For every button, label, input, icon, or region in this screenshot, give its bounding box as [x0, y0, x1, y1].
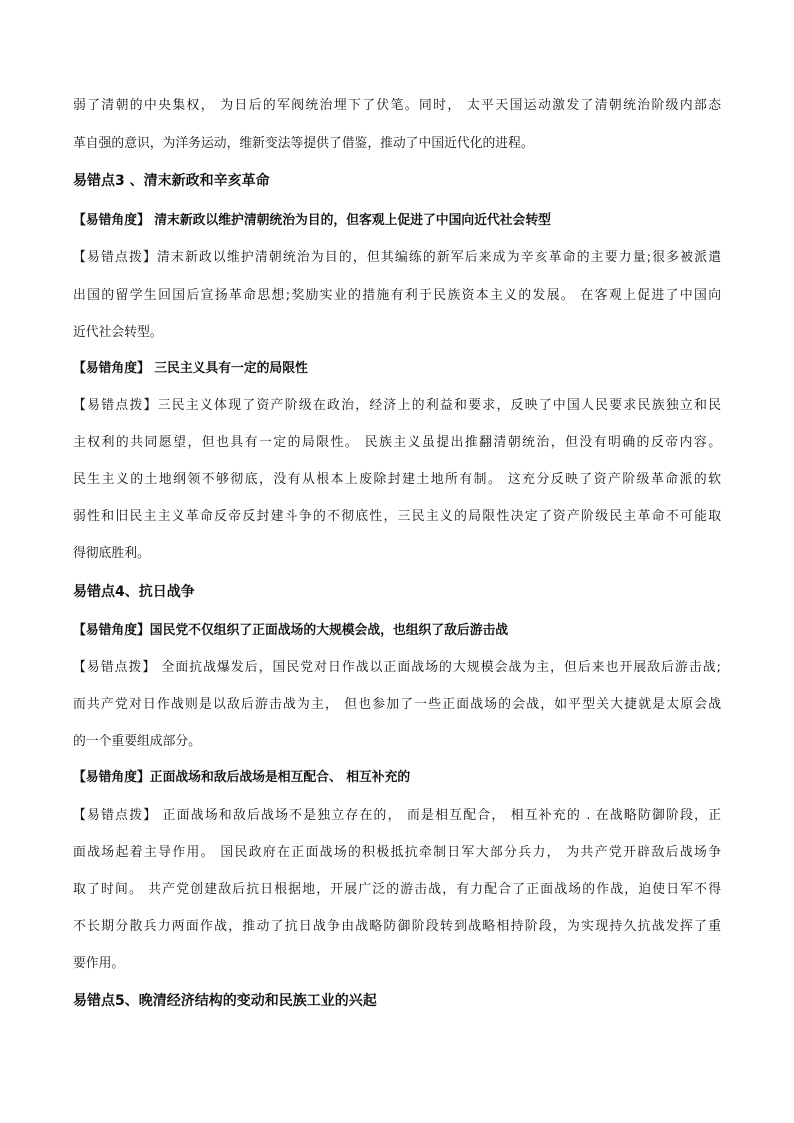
paragraph-line: 【易错点拨】 全面抗战爆发后，国民党对日作战以正面战场的大规模会战为主，但后来也开展敌后游击战; [73, 660, 721, 675]
section-heading: 易错点3 、清末新政和辛亥革命 [73, 173, 270, 189]
error-angle-line: 【易错角度】 清末新政以维护清朝统治为目的，但客观上促进了中国向近代社会转型 [73, 213, 551, 228]
paragraph-line: 革自强的意识，为洋务运动，维新变法等提供了借鉴，推动了中国近代化的进程。 [73, 136, 534, 151]
section-heading: 易错点5、晚清经济结构的变动和民族工业的兴起 [73, 993, 377, 1009]
paragraph-line: 【易错点拨】 正面战场和敌后战场不是独立存在的， 而是相互配合， 相互补充的 . 在战略防御阶段，正 [73, 808, 721, 823]
paragraph-line: 面战场起着主导作用。 国民政府在正面战场的积极抵抗牵制日军大部分兵力， 为共产党开辟敌后战场争 [73, 845, 721, 860]
error-angle-line: 【易错角度】国民党不仅组织了正面战场的大规模会战，也组织了敌后游击战 [73, 623, 509, 638]
paragraph-line: 民生主义的土地纲领不够彻底，没有从根本上废除封建土地所有制。 这充分反映了资产阶级革命派的软 [73, 472, 721, 487]
paragraph-line: 主权利的共同愿望，但也具有一定的局限性。 民族主义虽提出推翻清朝统治，但没有明确的反帝内容。 [73, 435, 721, 450]
paragraph-line: 近代社会转型。 [73, 325, 163, 340]
paragraph-line: 【易错点拨】三民主义体现了资产阶级在政治，经济上的利益和要求，反映了中国人民要求民族独立和民 [73, 398, 721, 413]
paragraph-line: 出国的留学生回国后宣扬革命思想;奖励实业的措施有利于民族资本主义的发展。 在客观上促进了中国向 [73, 288, 721, 303]
paragraph-line: 弱了清朝的中央集权， 为日后的军阀统治埋下了伏笔。同时， 太平天国运动激发了清朝统治阶级内部态 [73, 98, 721, 113]
paragraph-line: 得彻底胜利。 [73, 546, 150, 561]
paragraph-line: 不长期分散兵力两面作战，推动了抗日战争由战略防御阶段转到战略相持阶段，为实现持久抗战发挥了重 [73, 919, 721, 934]
paragraph-line: 弱性和旧民主主义革命反帝反封建斗争的不彻底性，三民主义的局限性决定了资产阶级民主革命不可能取 [73, 509, 721, 524]
paragraph-line: 要作用。 [73, 956, 125, 971]
error-angle-line: 【易错角度】正面战场和敌后战场是相互配合、 相互补充的 [73, 770, 411, 785]
error-angle-line: 【易错角度】 三民主义具有一定的局限性 [73, 361, 308, 376]
paragraph-line: 而共产党对日作战则是以敌后游击战为主， 但也参加了一些正面战场的会战，如平型关大捷就是太原会战 [73, 697, 721, 712]
paragraph-line: 的一个重要组成部分。 [73, 734, 201, 749]
section-heading: 易错点4、抗日战争 [73, 584, 195, 600]
paragraph-line: 【易错点拨】清末新政以维护清朝统治为目的，但其编练的新军后来成为辛亥革命的主要力量;很多被派遣 [73, 250, 721, 265]
paragraph-line: 取了时间。 共产党创建敌后抗日根据地，开展广泛的游击战，有力配合了正面战场的作战，迫使日军不得 [73, 882, 721, 897]
